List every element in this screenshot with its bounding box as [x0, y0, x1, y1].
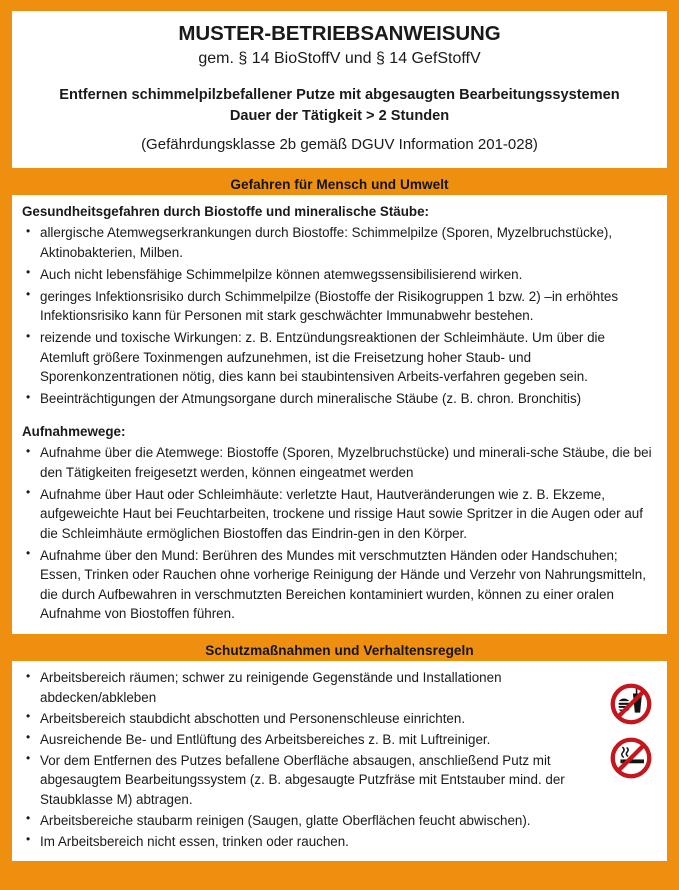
section-header-hazards [12, 174, 667, 195]
list-item: • Aufnahme über die Atemwege: Biostoffe (Sporen, Myzelbruchstücke) und minerali-sche Stäube, die bei den Tätigkeiten freigesetzt werden, können eingeatmet werden [22, 443, 655, 482]
no-eating-drinking-icon [607, 680, 655, 728]
list-item: • Aufnahme über Haut oder Schleimhäute: verletzte Haut, Hautveränderungen wie z. B. Ekzeme, aufgeweichte Haut bei Feuchtarbeiten, trockene und rissige Haut sowie Spritzer in die Augen oder auf die Schleimhäute ermöglichen Biostoffen das Eindrin-gen in den Körper. [22, 485, 655, 544]
no-smoking-icon [607, 734, 655, 782]
list-item: • Vor dem Entfernen des Putzes befallene Oberfläche absaugen, anschließend Putz mit abgesaugtem Bearbeitungssystem (z. B. abgesaugte Putzfräse mit Entstauber mind. der Staubklasse M) abtragen. [22, 751, 601, 810]
task-description-line-1: Entfernen schimmelpilzbefallener Putze mit abgesaugten Bearbeitungssystemen [59, 87, 620, 104]
list-item: • Arbeitsbereich räumen; schwer zu reinigende Gegenstände und Installationen abdecken/abkleben [22, 668, 601, 707]
protective-measures-panel [12, 661, 667, 861]
list-item: • Beeinträchtigungen der Atmungsorgane durch mineralische Stäube (z. B. chron. Bronchitis) [22, 389, 655, 409]
hazards-panel [12, 195, 667, 634]
prohibition-icon-column [601, 668, 661, 782]
title-panel [12, 11, 667, 168]
health-hazards-subheading: Gesundheitsgefahren durch Biostoffe und mineralische Stäube: [22, 204, 429, 220]
exposure-routes-list [22, 443, 655, 624]
task-duration-line: Dauer der Tätigkeit > 2 Stunden [229, 108, 450, 125]
list-item: • Arbeitsbereiche staubarm reinigen (Saugen, glatte Oberflächen feucht abwischen). [22, 811, 601, 831]
list-item: • Im Arbeitsbereich nicht essen, trinken oder rauchen. [22, 832, 601, 852]
list-item: • Arbeitsbereich staubdicht abschotten und Personenschleuse einrichten. [22, 709, 601, 729]
list-item: • geringes Infektionsrisiko durch Schimmelpilze (Biostoffe der Risikogruppen 1 bzw. 2) –in erhöhtes Infektionsrisiko kann für Personen mit stark geschwächter Immunabwehr bestehen. [22, 287, 655, 326]
section-header-hazards-label: Gefahren für Mensch und Umwelt [230, 177, 449, 193]
list-item: • allergische Atemwegserkrankungen durch Biostoffe: Schimmelpilze (Sporen, Myzelbruchstücke), Aktinobakterien, Milben. [22, 223, 655, 262]
list-item: • Ausreichende Be- und Entlüftung des Arbeitsbereiches z. B. mit Luftreiniger. [22, 730, 601, 750]
section-header-protective-measures [12, 640, 667, 661]
list-item: • reizende und toxische Wirkungen: z. B. Entzündungsreaktionen der Schleimhäute. Um über die Atemluft größere Toxinmengen aufzunehmen, ist die Freisetzung hoher Staub- und Sporenkonzentrationen nötig, dies kann bei staubintensiven Arbeits-verfahren gegeben sein. [22, 328, 655, 387]
protective-measures-list [22, 668, 601, 851]
legal-basis-line: gem. § 14 BioStoffV und § 14 GefStoffV [198, 50, 481, 68]
protective-measures-text [22, 668, 601, 853]
health-hazards-list [22, 223, 655, 409]
exposure-routes-subheading: Aufnahmewege: [22, 423, 126, 439]
list-item: • Auch nicht lebensfähige Schimmelpilze können atemwegssensibilisierend wirken. [22, 265, 655, 285]
document-title: MUSTER-BETRIEBSANWEISUNG [178, 22, 501, 45]
list-item: • Aufnahme über den Mund: Berühren des Mundes mit verschmutzten Händen oder Handschuhen; Essen, Trinken oder Rauchen ohne vorherige Reinigung der Hände und Verzehr von Nahrungsmitteln, die durch Aufbewahren in verschmutzten Bereichen kontaminiert wurden, können zu einer oralen Aufnahme von Biostoffen führen. [22, 546, 655, 624]
section-header-protective-measures-label: Schutzmaßnahmen und Verhaltensregeln [205, 642, 474, 658]
hazard-class-line: (Gefährdungsklasse 2b gemäß DGUV Information 201-028) [141, 135, 538, 153]
